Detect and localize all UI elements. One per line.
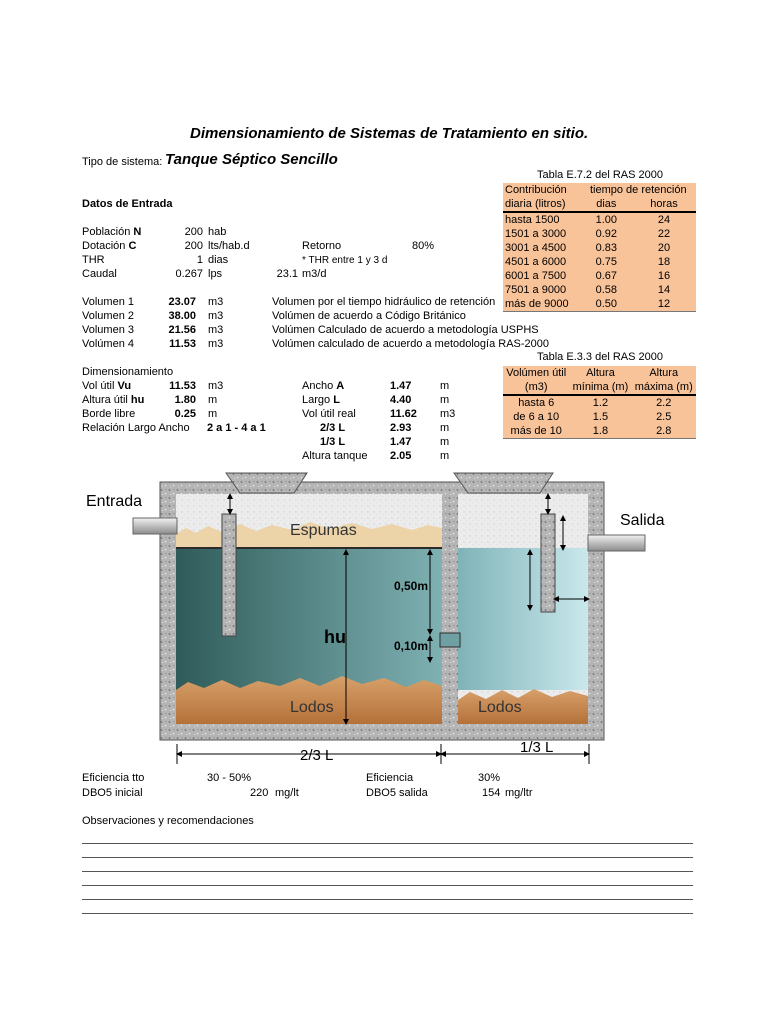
largo-value: 4.40: [390, 394, 412, 406]
label-050m: 0,50m: [394, 579, 429, 593]
table-row: 1501 a 3000 0.92 22: [505, 228, 671, 240]
l13-value: 1.47: [390, 436, 412, 448]
label-lodos-1: Lodos: [290, 699, 334, 716]
ef-tto-label: Eficiencia tto: [82, 772, 145, 784]
caudal-value2: 23.1: [276, 268, 298, 280]
ef-label: Eficiencia: [366, 772, 414, 784]
vol4-label: Volúmen 4: [82, 338, 134, 350]
ancho-label: Ancho A: [302, 380, 345, 392]
table-row: 4501 a 6000 0.75 18: [505, 256, 671, 268]
table-e33-header-row2: (m3) mínima (m) máxima (m): [503, 380, 696, 395]
vol1-value: 23.07: [168, 296, 196, 308]
l13-unit: m: [440, 436, 450, 448]
ef-tto-value: 30 - 50%: [207, 772, 252, 784]
thr-note: * THR entre 1 y 3 d: [302, 255, 388, 266]
thr-label: THR: [82, 254, 105, 266]
ancho-value: 1.47: [390, 380, 412, 392]
dbo-in-label: DBO5 inicial: [82, 787, 143, 799]
thr-unit: dias: [208, 254, 229, 266]
dbo-out-unit: mg/ltr: [505, 787, 533, 799]
outlet-baffle: [541, 514, 555, 612]
largo-unit: m: [440, 394, 450, 406]
table-row: 6001 a 7500 0.67 16: [505, 270, 671, 282]
table-e72: [503, 183, 696, 312]
hu-unit: m: [208, 394, 218, 406]
system-type-value: Tanque Séptico Sencillo: [165, 151, 338, 168]
table-e72-h1b: tiempo de retención: [589, 184, 687, 196]
label-010m: 0,10m: [394, 639, 429, 653]
vol2-value: 38.00: [168, 310, 196, 322]
borde-unit: m: [208, 408, 218, 420]
observation-line[interactable]: [82, 899, 693, 900]
vol4-desc: Volúmen calculado de acuerdo a metodología RAS-2000: [272, 338, 550, 350]
vol2-desc: Volúmen de acuerdo a Código Británico: [272, 310, 466, 322]
inlet-pipe: [133, 518, 177, 534]
table-e72-h1a: Contribución: [505, 184, 567, 196]
table-row: más de 10 1.8 2.8: [503, 424, 696, 439]
ancho-unit: m: [440, 380, 450, 392]
system-type-label: Tipo de sistema:: [82, 156, 163, 168]
label-salida: Salida: [620, 512, 665, 529]
input-heading: Datos de Entrada: [82, 198, 173, 210]
dbo-in-value: 220: [250, 787, 269, 799]
caudal-unit2: m3/d: [302, 268, 327, 280]
altura-unit: m: [440, 450, 450, 462]
altura-value: 2.05: [390, 450, 412, 462]
caudal-label: Caudal: [82, 268, 117, 280]
altura-label: Altura tanque: [302, 450, 368, 462]
label-lodos-2: Lodos: [478, 699, 522, 716]
table-e72-header-row2: [503, 197, 696, 212]
retorno-value: 80%: [412, 240, 435, 252]
table-e72-caption: Tabla E.7.2 del RAS 2000: [537, 169, 663, 181]
label-2-3-l: 2/3 L: [300, 747, 334, 764]
relacion-label: Relación Largo Ancho: [82, 422, 190, 434]
partition-opening: [440, 633, 460, 647]
observation-line[interactable]: [82, 843, 693, 844]
label-1-3-l: 1/3 L: [520, 739, 554, 756]
volreal-value: 11.62: [390, 408, 417, 420]
caudal-unit: lps: [208, 268, 223, 280]
label-hu: hu: [324, 627, 346, 647]
l23-value: 2.93: [390, 422, 412, 434]
observation-line[interactable]: [82, 885, 693, 886]
dbo-out-value: 154: [482, 787, 501, 799]
dotacion-unit: lts/hab.d: [208, 240, 250, 252]
observation-line[interactable]: [82, 871, 693, 872]
table-e72-header-row1: [503, 183, 696, 197]
vu-value: 11.53: [169, 380, 196, 392]
water-chamber-1: [176, 548, 442, 690]
vol2-unit: m3: [208, 310, 224, 322]
table-row: 7501 a 9000 0.58 14: [505, 284, 671, 296]
outlet-pipe: [588, 535, 645, 551]
largo-label: Largo L: [302, 394, 340, 406]
thr-value: 1: [196, 254, 203, 266]
inlet-baffle: [222, 514, 236, 636]
ef-value: 30%: [478, 772, 501, 784]
poblacion-value: 200: [184, 226, 203, 238]
hu-value: 1.80: [174, 394, 196, 406]
vol4-value: 11.53: [169, 338, 196, 350]
manhole-cover-left: [226, 473, 307, 493]
table-row: 3001 a 4500 0.83 20: [505, 242, 671, 254]
vol3-desc: Volúmen Calculado de acuerdo a metodología USPHS: [272, 324, 539, 336]
table-row: más de 9000 0.50 12: [503, 297, 696, 312]
table-e33-header-row1: Volúmen útil Altura Altura: [506, 367, 679, 379]
vu-unit: m3: [208, 380, 224, 392]
dim-heading: Dimensionamiento: [82, 366, 174, 378]
dbo-in-unit: mg/lt: [275, 787, 299, 799]
table-e33: [503, 366, 696, 439]
borde-value: 0.25: [174, 408, 196, 420]
observation-line[interactable]: [82, 857, 693, 858]
observations-label: Observaciones y recomendaciones: [82, 815, 254, 827]
vol1-desc: Volumen por el tiempo hidráulico de retención: [272, 296, 496, 308]
dotacion-label: Dotación C: [82, 240, 137, 252]
table-e72-h2a: diaria (litros): [503, 197, 581, 212]
observation-line[interactable]: [82, 913, 693, 914]
dotacion-value: 200: [184, 240, 203, 252]
table-e33-caption: Tabla E.3.3 del RAS 2000: [537, 351, 663, 363]
poblacion-unit: hab: [208, 226, 227, 238]
vu-label: Vol útil Vu: [82, 380, 132, 392]
table-e72-h2c: horas: [632, 197, 696, 212]
caudal-value: 0.267: [175, 268, 203, 280]
volreal-unit: m3: [440, 408, 456, 420]
vol3-label: Volumen 3: [82, 324, 134, 336]
volreal-label: Vol útil real: [302, 408, 356, 420]
label-espumas: Espumas: [290, 522, 357, 539]
hu-label: Altura útil hu: [82, 394, 145, 406]
l23-unit: m: [440, 422, 450, 434]
vol1-label: Volumen 1: [82, 296, 134, 308]
water-chamber-2: [458, 548, 588, 690]
label-entrada: Entrada: [86, 493, 143, 510]
manhole-cover-right: [454, 473, 553, 493]
borde-label: Borde libre: [82, 408, 136, 420]
vol2-label: Volumen 2: [82, 310, 134, 322]
poblacion-label: Población N: [82, 226, 142, 238]
septic-tank-diagram: [0, 466, 768, 766]
table-e72-h2b: dias: [581, 197, 633, 212]
vol4-unit: m3: [208, 338, 224, 350]
retorno-label: Retorno: [302, 240, 342, 252]
vol3-value: 21.56: [168, 324, 196, 336]
table-row: de 6 a 10 1.5 2.5: [513, 411, 672, 423]
vol3-unit: m3: [208, 324, 224, 336]
l13-label: 1/3 L: [320, 436, 346, 448]
vol1-unit: m3: [208, 296, 224, 308]
l23-label: 2/3 L: [320, 422, 346, 434]
table-row: hasta 1500 1.00 24: [505, 214, 671, 226]
table-row: hasta 6 1.2 2.2: [518, 397, 672, 409]
page-title: Dimensionamiento de Sistemas de Tratamiento en sitio.: [190, 125, 589, 142]
dbo-out-label: DBO5 salida: [366, 787, 428, 799]
relacion-value: 2 a 1 - 4 a 1: [207, 422, 266, 434]
